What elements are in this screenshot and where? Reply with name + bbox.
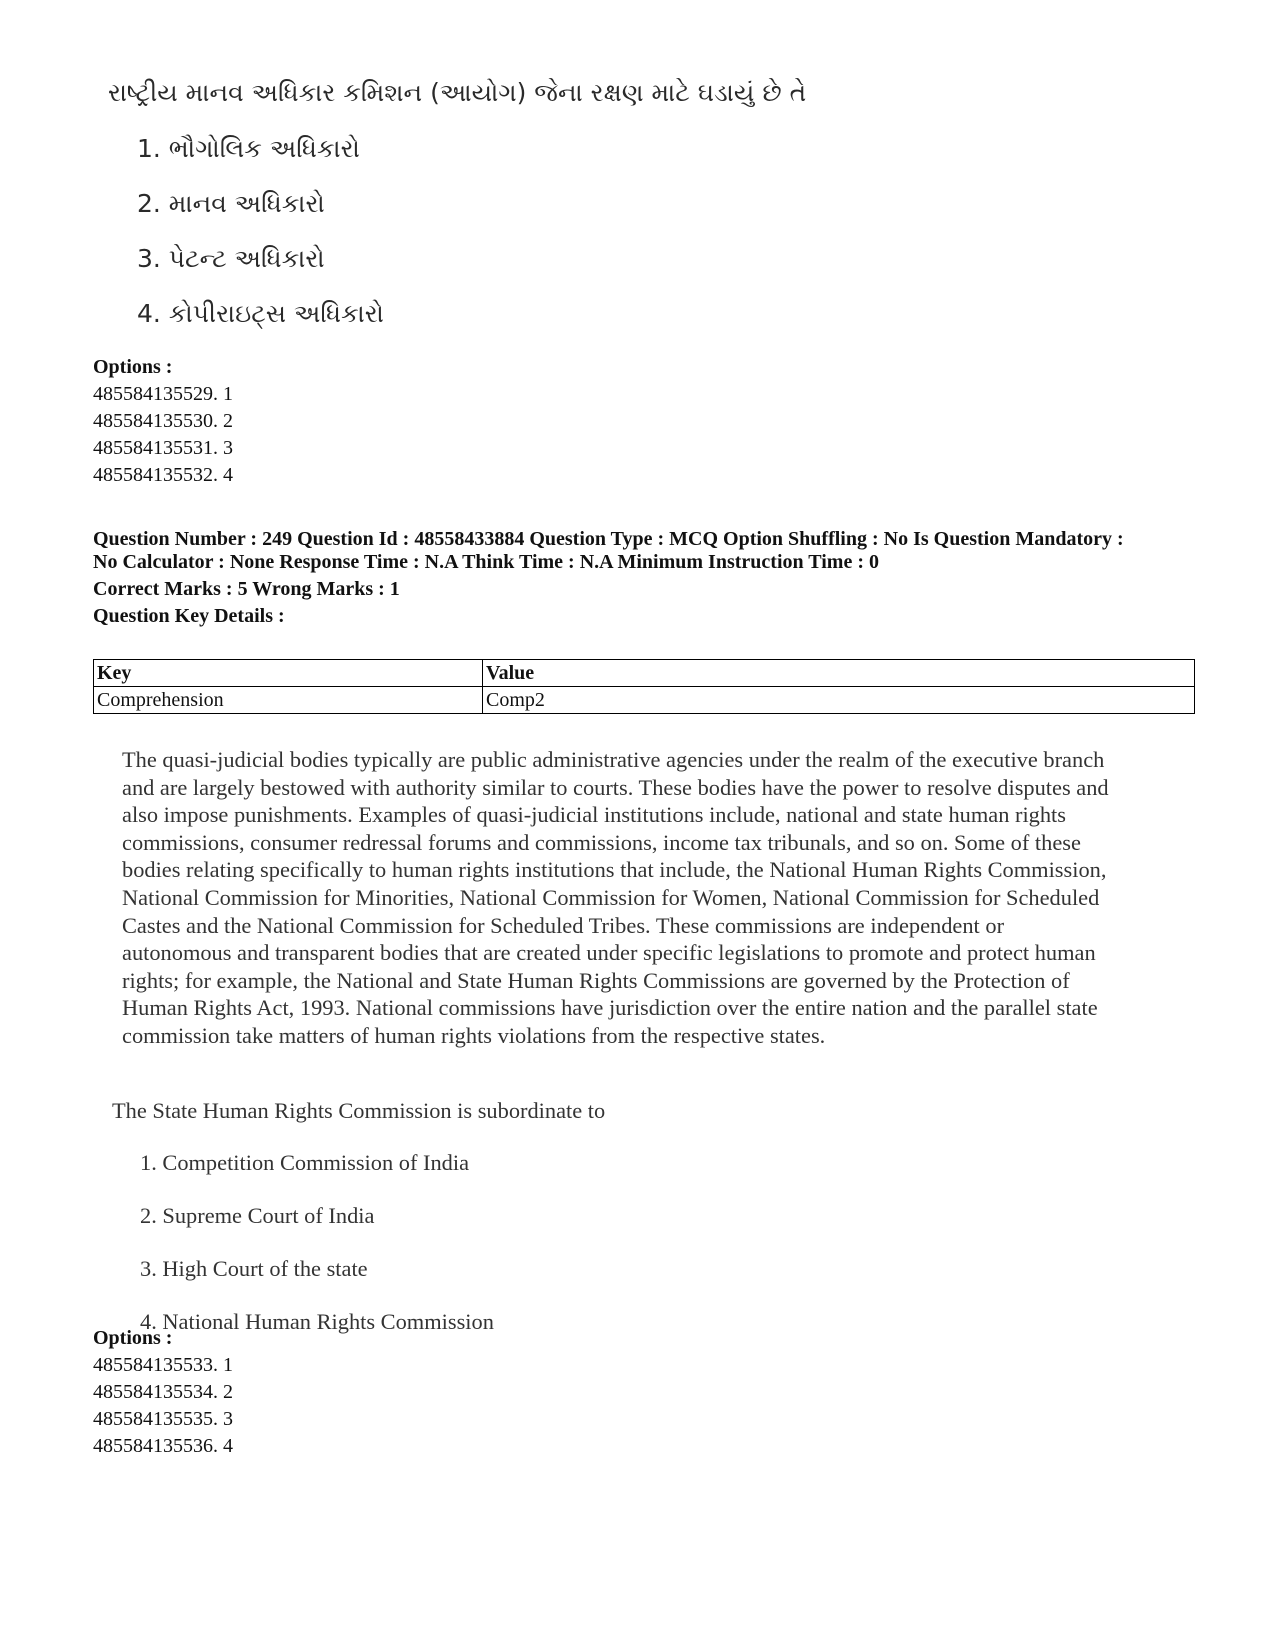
table-row [94,687,1195,714]
option-id-2: 485584135534. 2 [93,1381,233,1403]
passage-line: and are largely bestowed with authority similar to courts. These bodies have the power to resolve disputes and [122,774,1109,800]
table-header-key: Key [94,660,483,687]
option-id-1: 485584135533. 1 [93,1354,233,1376]
key-details-heading: Question Key Details : [93,605,285,627]
choice-4: 4. National Human Rights Commission [140,1309,494,1334]
passage-line: rights; for example, the National and State Human Rights Commissions are governed by the Protection of [122,967,1070,993]
choice-1: 1. ભૌગોલિક અધિકારો [137,134,360,163]
passage-line: bodies relating specifically to human rights institutions that include, the National Human Rights Commission, [122,857,1107,883]
options-heading: Options : [93,1327,173,1349]
options-heading: Options : [93,356,173,378]
option-id-3: 485584135535. 3 [93,1408,233,1430]
choice-2: 2. Supreme Court of India [140,1203,375,1228]
choice-2: 2. માનવ અધિકારો [137,189,325,218]
comprehension-passage [122,746,1187,1050]
table-header-row [94,660,1195,687]
passage-line: Castes and the National Commission for Scheduled Tribes. These commissions are independent or [122,912,1005,938]
question-meta-line-1: Question Number : 249 Question Id : 48558433884 Question Type : MCQ Option Shuffling : No Is Question Mandatory : [93,528,1124,550]
passage-line: Human Rights Act, 1993. National commissions have jurisdiction over the entire nation and the parallel state [122,995,1098,1021]
question-stem: રાષ્ટ્રીય માનવ અધિકાર કમિશન (આયોગ) જેના રક્ષણ માટે ઘડાયું છે તે [108,78,807,107]
option-id-3: 485584135531. 3 [93,437,233,459]
passage-line: commissions, consumer redressal forums and commissions, income tax tribunals, and so on. Some of these [122,829,1081,855]
passage-line: also impose punishments. Examples of quasi-judicial institutions include, national and state human rights [122,802,1066,828]
question-meta-line-2: No Calculator : None Response Time : N.A Think Time : N.A Minimum Instruction Time : 0 [93,551,879,573]
passage-line: autonomous and transparent bodies that are created under specific legislations to promote and protect human [122,940,1096,966]
table-cell-key: Comprehension [94,687,483,714]
passage-line: National Commission for Minorities, National Commission for Women, National Commission for Scheduled [122,884,1100,910]
choice-3: 3. પેટન્ટ અધિકારો [137,244,325,273]
choice-1: 1. Competition Commission of India [140,1150,470,1175]
option-id-2: 485584135530. 2 [93,410,233,432]
option-id-4: 485584135536. 4 [93,1435,233,1457]
choice-3: 3. High Court of the state [140,1256,368,1281]
question-249-image [112,1096,712,1346]
choice-4: 4. કોપીરાઇટ્સ અધિકારો [137,299,384,328]
table-cell-value: Comp2 [483,687,1195,714]
table-header-value: Value [483,660,1195,687]
question-stem: The State Human Rights Commission is subordinate to [112,1098,606,1123]
marks-line: Correct Marks : 5 Wrong Marks : 1 [93,578,400,600]
passage-line: commission take matters of human rights violations from the respective states. [122,1022,826,1048]
key-details-table [93,659,1195,714]
question-248-image [108,75,808,345]
option-id-1: 485584135529. 1 [93,383,233,405]
option-id-4: 485584135532. 4 [93,464,233,486]
passage-line: The quasi-judicial bodies typically are public administrative agencies under the realm of the executive branch [122,747,1105,772]
